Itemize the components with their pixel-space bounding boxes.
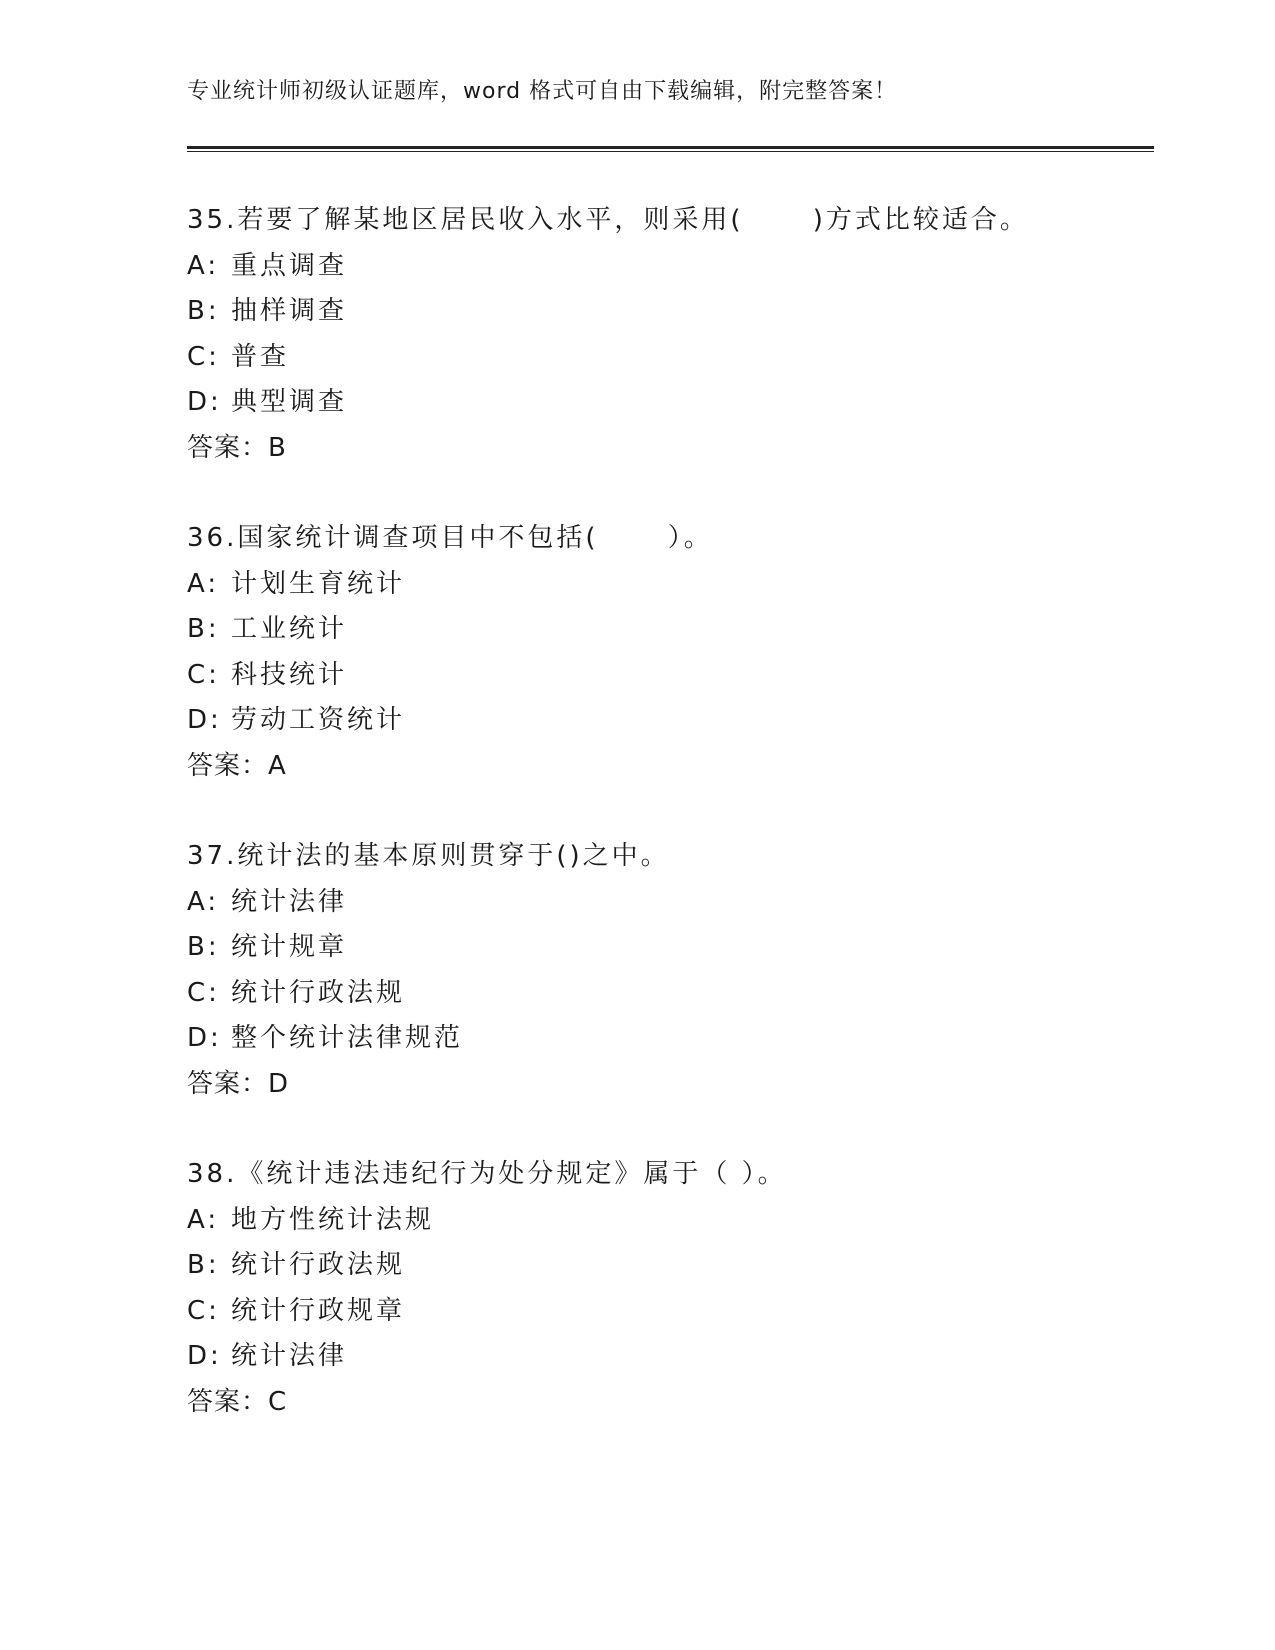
option-text: 统计规章 <box>231 932 348 962</box>
option-d <box>187 698 1147 744</box>
header-rule <box>187 146 1154 152</box>
answer: 答案：D <box>187 1068 290 1099</box>
option-key: D: <box>187 387 222 417</box>
option-text: 地方性统计法规 <box>231 1204 435 1235</box>
option-text: 统计行政法规 <box>231 977 406 1008</box>
option-text: 计划生育统计 <box>231 568 406 599</box>
option-text: 科技统计 <box>231 659 348 690</box>
option-c <box>187 1289 1147 1335</box>
option-a <box>187 880 1147 926</box>
option-key: B: <box>187 614 220 644</box>
option-c <box>187 653 1147 699</box>
option-d <box>187 1016 1147 1062</box>
option-a <box>187 562 1147 608</box>
option-key: D: <box>187 705 222 735</box>
question-stem: 35.若要了解某地区居民收入水平，则采用( )方式比较适合。 <box>187 205 1029 235</box>
option-b <box>187 607 1147 653</box>
option-text: 统计行政法规 <box>231 1250 406 1280</box>
option-text: 典型调查 <box>231 387 348 417</box>
option-key: A: <box>187 250 220 281</box>
option-key: B: <box>187 1250 220 1280</box>
option-key: C: <box>187 659 220 690</box>
question-stem: 36.国家统计调查项目中不包括( ）。 <box>187 523 713 553</box>
question-36 <box>187 516 1147 789</box>
option-key: A: <box>187 1204 220 1235</box>
option-text: 统计法律 <box>231 1341 348 1371</box>
option-text: 普查 <box>231 341 290 372</box>
option-key: B: <box>187 296 220 326</box>
option-d <box>187 380 1147 426</box>
option-text: 工业统计 <box>231 614 348 644</box>
option-key: D: <box>187 1023 222 1053</box>
page-header: 专业统计师初级认证题库，word 格式可自由下载编辑，附完整答案！ <box>187 79 898 104</box>
question-37 <box>187 834 1147 1107</box>
option-key: C: <box>187 977 220 1008</box>
option-a <box>187 1198 1147 1244</box>
option-key: A: <box>187 568 220 599</box>
answer: 答案：C <box>187 1386 288 1417</box>
option-b <box>187 1243 1147 1289</box>
option-b <box>187 925 1147 971</box>
option-key: A: <box>187 886 220 917</box>
option-c <box>187 335 1147 381</box>
option-key: D: <box>187 1341 222 1371</box>
option-key: B: <box>187 932 220 962</box>
option-a <box>187 244 1147 290</box>
option-c <box>187 971 1147 1017</box>
option-text: 整个统计法律规范 <box>231 1023 464 1053</box>
option-text: 劳动工资统计 <box>231 705 406 735</box>
option-text: 统计行政规章 <box>231 1295 406 1326</box>
question-35 <box>187 198 1147 471</box>
answer: 答案：A <box>187 750 287 781</box>
option-text: 统计法律 <box>231 886 348 917</box>
answer: 答案：B <box>187 432 287 463</box>
question-38 <box>187 1152 1147 1425</box>
option-key: C: <box>187 341 220 372</box>
question-stem: 38.《统计违法违纪行为处分规定》属于（ ）。 <box>187 1159 787 1189</box>
option-d <box>187 1334 1147 1380</box>
option-text: 重点调查 <box>231 250 348 281</box>
option-text: 抽样调查 <box>231 296 348 326</box>
option-key: C: <box>187 1295 220 1326</box>
question-stem: 37.统计法的基本原则贯穿于()之中。 <box>187 841 670 871</box>
option-b <box>187 289 1147 335</box>
